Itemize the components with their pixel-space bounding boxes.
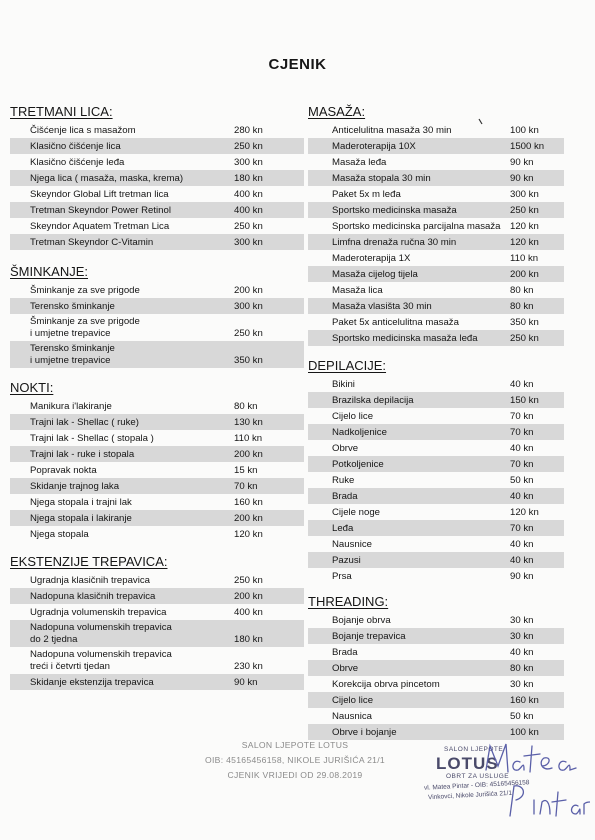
price-row [10,218,304,234]
section-title: NOKTI: [10,380,54,395]
service-price: 200 kn [510,269,539,280]
service-price: 300 kn [234,237,263,248]
price-row [308,456,564,472]
service-name: Potkoljenice [332,459,384,470]
service-price: 400 kn [234,205,263,216]
service-name: Maderoterapija 1X [332,253,411,264]
service-name: Brada [332,491,358,502]
price-row [10,341,304,368]
price-row [308,536,564,552]
service-name: Pazusi [332,555,361,566]
price-row [10,298,304,314]
service-name: Masaža vlasišta 30 min [332,301,432,312]
price-row [10,462,304,478]
service-price: 30 kn [510,679,534,690]
service-name: Obrve i bojanje [332,727,397,738]
service-price: 250 kn [510,333,539,344]
price-row [10,647,304,674]
price-row [10,186,304,202]
service-name: Nadopuna klasičnih trepavica [30,591,156,602]
section-title: DEPILACIJE: [308,358,387,373]
service-price: 250 kn [510,205,539,216]
price-section [10,554,304,690]
handwritten-signature [480,740,590,830]
price-row [308,186,564,202]
service-price: 230 kn [234,661,263,672]
service-price: 400 kn [234,189,263,200]
service-name: Brada [332,647,358,658]
price-row [308,314,564,330]
service-price: 200 kn [234,513,263,524]
section-title: ŠMINKANJE: [10,264,89,279]
service-name: Njega lica ( masaža, maska, krema) [30,173,184,184]
service-name: Masaža cijelog tijela [332,269,418,280]
service-price: 70 kn [510,523,534,534]
service-price: 350 kn [234,355,263,366]
service-price: 250 kn [234,575,263,586]
price-row [308,612,564,628]
service-price: 350 kn [510,317,539,328]
service-price: 50 kn [510,475,534,486]
service-name: Bojanje obrva [332,615,391,626]
service-name: Paket 5x anticelulitna masaža [332,317,459,328]
service-name: Ugradnja klasičnih trepavica [30,575,150,586]
service-price: 120 kn [510,221,539,232]
price-row [308,202,564,218]
page-title: CJENIK [268,56,327,73]
service-name: Bojanje trepavica [332,631,406,642]
service-price: 250 kn [234,141,263,152]
service-name: Nadopuna volumenskih trepavica treći i četvrti tjedan [30,649,172,672]
service-price: 150 kn [510,395,539,406]
price-row [10,572,304,588]
service-name: Masaža lica [332,285,383,296]
service-name: Skidanje trajnog laka [30,481,120,492]
service-price: 30 kn [510,615,534,626]
service-price: 120 kn [510,237,539,248]
stamp-sub: OBRT ZA USLUGE [446,773,510,780]
price-row [308,122,564,138]
price-row [10,122,304,138]
footer-valid-from: CJENIK VRIJEDI OD 29.08.2019 [227,770,363,780]
service-name: Masaža stopala 30 min [332,173,431,184]
service-price: 300 kn [510,189,539,200]
service-price: 90 kn [510,173,534,184]
price-row [10,154,304,170]
service-name: Anticelulitna masaža 30 min [332,125,452,136]
price-row [10,494,304,510]
service-price: 50 kn [510,711,534,722]
service-price: 180 kn [234,634,263,645]
price-row [308,250,564,266]
service-name: Sportsko medicinska parcijalna masaža [332,221,501,232]
section-title: TRETMANI LICA: [10,104,113,119]
price-row [10,588,304,604]
service-name: Leđa [332,523,354,534]
service-name: Ruke [332,475,355,486]
stamp-address-line: Vinkovci, Nikole Jurišića 21/1 [427,789,513,802]
price-row [308,408,564,424]
price-row [308,424,564,440]
service-name: Ugradnja volumenskih trepavica [30,607,167,618]
service-price: 70 kn [510,459,534,470]
service-price: 80 kn [510,285,534,296]
service-price: 70 kn [234,481,258,492]
service-price: 80 kn [234,401,258,412]
service-price: 250 kn [234,221,263,232]
service-price: 130 kn [234,417,263,428]
section-title: THREADING: [308,594,389,609]
price-row [308,708,564,724]
service-price: 40 kn [510,539,534,550]
service-name: Tretman Skeyndor C-Vitamin [30,237,154,248]
price-row [308,154,564,170]
service-name: Trajni lak - ruke i stopala [30,449,135,460]
price-row [308,440,564,456]
price-row [308,676,564,692]
service-price: 70 kn [510,411,534,422]
service-price: 1500 kn [510,141,545,152]
price-row [10,526,304,542]
footer-salon-name: SALON LJEPOTE LOTUS [241,740,349,750]
service-name: Nausnica [332,711,372,722]
service-name: Šminkanje za sve prigode [30,285,140,296]
price-row [10,446,304,462]
price-row [308,504,564,520]
service-price: 15 kn [234,465,258,476]
price-row [10,202,304,218]
price-row [308,660,564,676]
price-row [308,234,564,250]
price-row [10,430,304,446]
service-name: Terensko šminkanje [30,301,115,312]
price-row [308,488,564,504]
price-row [10,138,304,154]
service-name: Klasično čišćenje lica [30,141,121,152]
price-row [10,398,304,414]
service-name: Masaža leđa [332,157,387,168]
price-section [308,594,564,740]
service-price: 40 kn [510,379,534,390]
price-row [308,552,564,568]
price-row [308,644,564,660]
service-name: Cijelo lice [332,695,374,706]
service-price: 200 kn [234,591,263,602]
price-row [308,628,564,644]
service-name: Brazilska depilacija [332,395,414,406]
service-price: 160 kn [510,695,539,706]
price-row [308,392,564,408]
service-price: 250 kn [234,328,263,339]
service-name: Bikini [332,379,355,390]
service-price: 200 kn [234,285,263,296]
service-name: Skidanje ekstenzija trepavica [30,677,154,688]
service-name: Šminkanje za sve prigode i umjetne trepavice [30,316,140,339]
service-price: 160 kn [234,497,263,508]
service-name: Njega stopala i lakiranje [30,513,132,524]
stray-mark [478,118,484,126]
service-name: Prsa [332,571,352,582]
price-row [308,170,564,186]
stamp-owner-line: vl. Matea Pintar - OIB: 45165456158 [423,779,530,792]
service-name: Njega stopala i trajni lak [30,497,132,508]
service-price: 280 kn [234,125,263,136]
service-price: 40 kn [510,443,534,454]
price-row [10,510,304,526]
price-row [308,138,564,154]
service-price: 70 kn [510,427,534,438]
right-column [308,104,564,748]
stamp-name: LOTUS [436,754,499,773]
price-row [10,604,304,620]
service-name: Nadkoljenice [332,427,387,438]
price-row [308,568,564,584]
price-section [10,264,304,368]
service-name: Maderoterapija 10X [332,141,416,152]
service-price: 120 kn [234,529,263,540]
price-row [10,414,304,430]
service-name: Korekcija obrva pincetom [332,679,440,690]
service-name: Skeyndor Aquatem Tretman Lica [30,221,170,232]
service-name: Čišćenje lica s masažom [30,125,136,136]
service-name: Skeyndor Global Lift tretman lica [30,189,169,200]
service-price: 40 kn [510,647,534,658]
service-name: Njega stopala [30,529,89,540]
service-name: Trajni lak - Shellac ( ruke) [30,417,139,428]
footer [150,738,440,783]
price-row [10,282,304,298]
service-price: 40 kn [510,491,534,502]
price-row [308,282,564,298]
service-price: 120 kn [510,507,539,518]
service-name: Obrve [332,443,359,454]
service-price: 110 kn [510,253,539,264]
price-row [308,692,564,708]
service-price: 90 kn [510,157,534,168]
section-title: MASAŽA: [308,104,366,119]
service-price: 90 kn [234,677,258,688]
service-name: Nausnice [332,539,372,550]
stamp-top-text: SALON LJEPOTE [444,746,504,753]
price-row [10,170,304,186]
service-name: Popravak nokta [30,465,97,476]
service-price: 30 kn [510,631,534,642]
price-row [10,620,304,647]
service-price: 300 kn [234,301,263,312]
service-price: 40 kn [510,555,534,566]
service-price: 300 kn [234,157,263,168]
service-name: Terensko šminkanje i umjetne trepavice [30,343,115,366]
service-name: Sportsko medicinska masaža [332,205,457,216]
service-name: Trajni lak - Shellac ( stopala ) [30,433,154,444]
service-price: 400 kn [234,607,263,618]
service-name: Obrve [332,663,359,674]
price-row [308,376,564,392]
price-row [308,218,564,234]
service-price: 200 kn [234,449,263,460]
service-price: 90 kn [510,571,534,582]
service-price: 100 kn [510,727,539,738]
price-row [10,314,304,341]
price-section [10,104,304,250]
service-name: Sportsko medicinska masaža leđa [332,333,478,344]
service-name: Tretman Skeyndor Power Retinol [30,205,171,216]
price-section [308,358,564,584]
section-title: EKSTENZIJE TREPAVICA: [10,554,168,569]
price-row [10,674,304,690]
price-section [10,380,304,542]
price-row [308,298,564,314]
service-name: Cijele noge [332,507,381,518]
service-name: Manikura i'lakiranje [30,401,112,412]
footer-oib-address: OIB: 45165456158, NIKOLE JURIŠIĆA 21/1 [204,755,386,765]
price-row [308,330,564,346]
service-price: 80 kn [510,301,534,312]
price-row [308,266,564,282]
service-price: 180 kn [234,173,263,184]
service-name: Cijelo lice [332,411,374,422]
service-name: Klasično čišćenje leđa [30,157,125,168]
price-section [308,104,564,346]
left-column [10,104,304,698]
service-name: Nadopuna volumenskih trepavica do 2 tjedna [30,622,172,645]
price-row [10,478,304,494]
price-row [308,472,564,488]
service-price: 100 kn [510,125,539,136]
service-price: 80 kn [510,663,534,674]
price-row [10,234,304,250]
service-name: Limfna drenaža ručna 30 min [332,237,457,248]
service-price: 110 kn [234,433,263,444]
service-name: Paket 5x m leđa [332,189,401,200]
price-row [308,520,564,536]
